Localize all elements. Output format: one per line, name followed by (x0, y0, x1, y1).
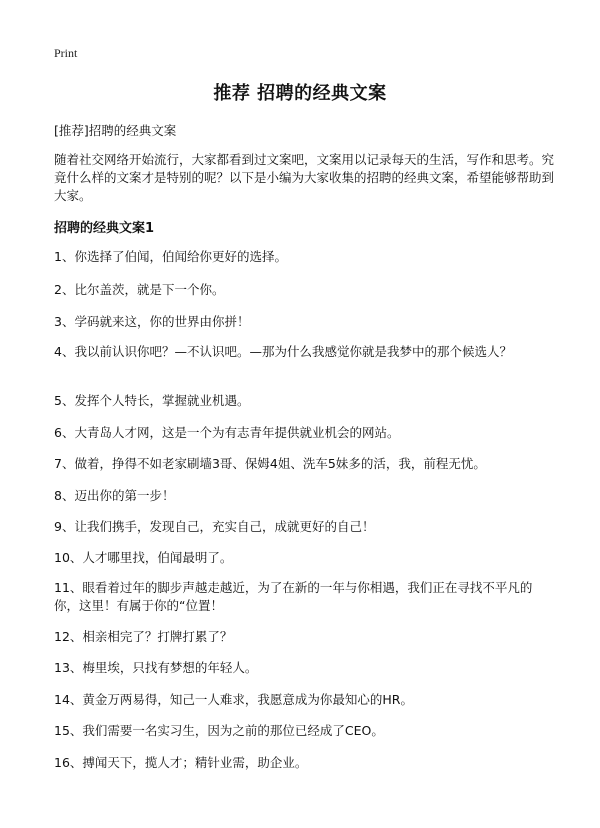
section-heading: 招聘的经典文案1 (54, 221, 155, 236)
list-item: 3、学码就来这，你的世界由你拼！ (54, 314, 250, 329)
list-item: 14、黄金万两易得，知己一人难求，我愿意成为你最知心的HR。 (54, 692, 413, 707)
list-item: 7、做着，挣得不如老家刷墙3哥、保姆4姐、洗车5妹多的活，我，前程无忧。 (54, 456, 486, 471)
list-item: 5、发挥个人特长，掌握就业机遇。 (54, 393, 250, 408)
list-item: 10、人才哪里找，伯闻最明了。 (54, 550, 233, 565)
list-item: 6、大青岛人才网，这是一个为有志青年提供就业机会的网站。 (54, 425, 400, 440)
page-title: 推荐 招聘的经典文案 (213, 83, 387, 104)
list-item: 1、你选择了伯闻，伯闻给你更好的选择。 (54, 249, 287, 264)
document-subtitle: [推荐]招聘的经典文案 (54, 123, 177, 138)
list-item: 8、迈出你的第一步！ (54, 488, 175, 503)
print-link[interactable]: Print (54, 46, 78, 60)
list-item: 9、让我们携手，发现自己，充实自己，成就更好的自己！ (54, 519, 375, 534)
intro-paragraph: 随着社交网络开始流行，大家都看到过文案吧，文案用以记录每天的生活，写作和思考。究竟什么样的文案才是特别的呢？以下是小编为大家收集的招聘的经典文案，希望能够帮助到大家。 (54, 152, 555, 203)
list-item: 16、搏闻天下，揽人才；精针业需，助企业。 (54, 755, 308, 770)
list-item: 13、梅里埃，只找有梦想的年轻人。 (54, 660, 258, 675)
list-item: 4、我以前认识你吧？—不认识吧。—那为什么我感觉你就是我梦中的那个候选人？ (54, 344, 512, 359)
list-item: 11、眼看着过年的脚步声越走越近，为了在新的一年与你相遇，我们正在寻找不平凡的你，这里！有属于你的“位置！ (54, 580, 533, 613)
list-item: 12、相亲相完了？打牌打累了？ (54, 629, 233, 644)
list-item: 15、我们需要一名实习生，因为之前的那位已经成了CEO。 (54, 723, 384, 738)
list-item: 2、比尔盖茨，就是下一个你。 (54, 282, 225, 297)
